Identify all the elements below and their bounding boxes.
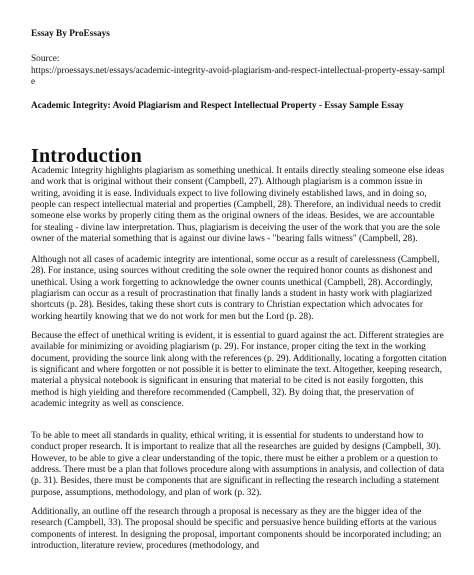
paragraph-3: Because the effect of unethical writing is evident, it is essential to guard against the act. Different strategies are available for minimizing or avoiding plagiarism (p. 29). For instance, proper citing the text in the working document, providing the source link along with the references (p. 29). Additionally, locating a forgotten citation is significant and where forgotten or not possible it is better to eliminate the text. Altogether, keeping research, material a physical notebook is significant in ensuring that material to be cited is not easily forgotten, this method is high yielding and therefore recommended (Campbell, 32). By doing that, the preservation of academic integrity as well as conscience.	[31, 331, 447, 410]
source-label: Source:	[31, 54, 60, 64]
paragraph-5: Additionally, an outline off the research through a proposal is necessary as they are the bigger idea of the research (Campbell, 33). The proposal should be specific and persuasive hence building efforts at the various components of interest. In designing the proposal, important components should be incorporated including; an introduction, literature review, procedures (methodology, and	[31, 507, 442, 552]
paragraph-4: To be able to meet all standards in quality, ethical writing, it is essential for students to understand how to conduct proper research. It is important to realize that all the researches are guided by designs (Campbell, 30). However, to be able to give a clear understanding of the topic, there must be either a problem or a question to address. There must be a plan that follows procedure along with assumptions in analysis, and collection of data (p. 31). Besides, there must be components that are significant in reflecting the research including a statement purpose, assumptions, methodology, and plan of work (p. 32).	[31, 431, 445, 498]
section-heading: Introduction	[31, 145, 142, 167]
brand-title: Essay By ProEssays	[31, 29, 110, 39]
paragraph-1: Academic Integrity highlights plagiarism as something unethical. It entails directly stealing someone else ideas and work that is original without their consent (Campbell, 27). Although plagiarism is a common issue in writing, avoiding it is ease. Individuals expect to live following divinely established laws, and in doing so, people can respect intellectual material and properties (Campbell, 28). Therefore, an individual needs to credit someone else works by properly citing them as the original owners of the ideas. Besides, we are accountable for stealing - divine law interpretation. Thus, plagiarism is deceiving the user of the work that you are the sole owner of the material something that is against our divine laws - "bearing falls witness" (Campbell, 28).	[31, 166, 445, 245]
paragraph-2: Although not all cases of academic integrity are intentional, some occur as a result of carelessness (Campbell, 28). For instance, using sources without crediting the sole owner the required honor counts as dishonest and unethical. Using a work forgetting to acknowledge the owner counts unethical (Campbell, 28). Accordingly, plagiarism can occur as a result of procrastination that finally lands a student in hasty work with plagiarized shortcuts (p. 28). Besides, taking these short cuts is contrary to Christian expectation which advocates for working heartily knowing that we do not work for men but the Lord (p. 28).	[31, 255, 440, 322]
source-url[interactable]: https://proessays.net/essays/academic-integrity-avoid-plagiarism-and-respect-intellectual-property-essay-sample	[31, 66, 445, 87]
essay-title: Academic Integrity: Avoid Plagiarism and Respect Intellectual Property - Essay Sample Essay	[31, 101, 404, 111]
